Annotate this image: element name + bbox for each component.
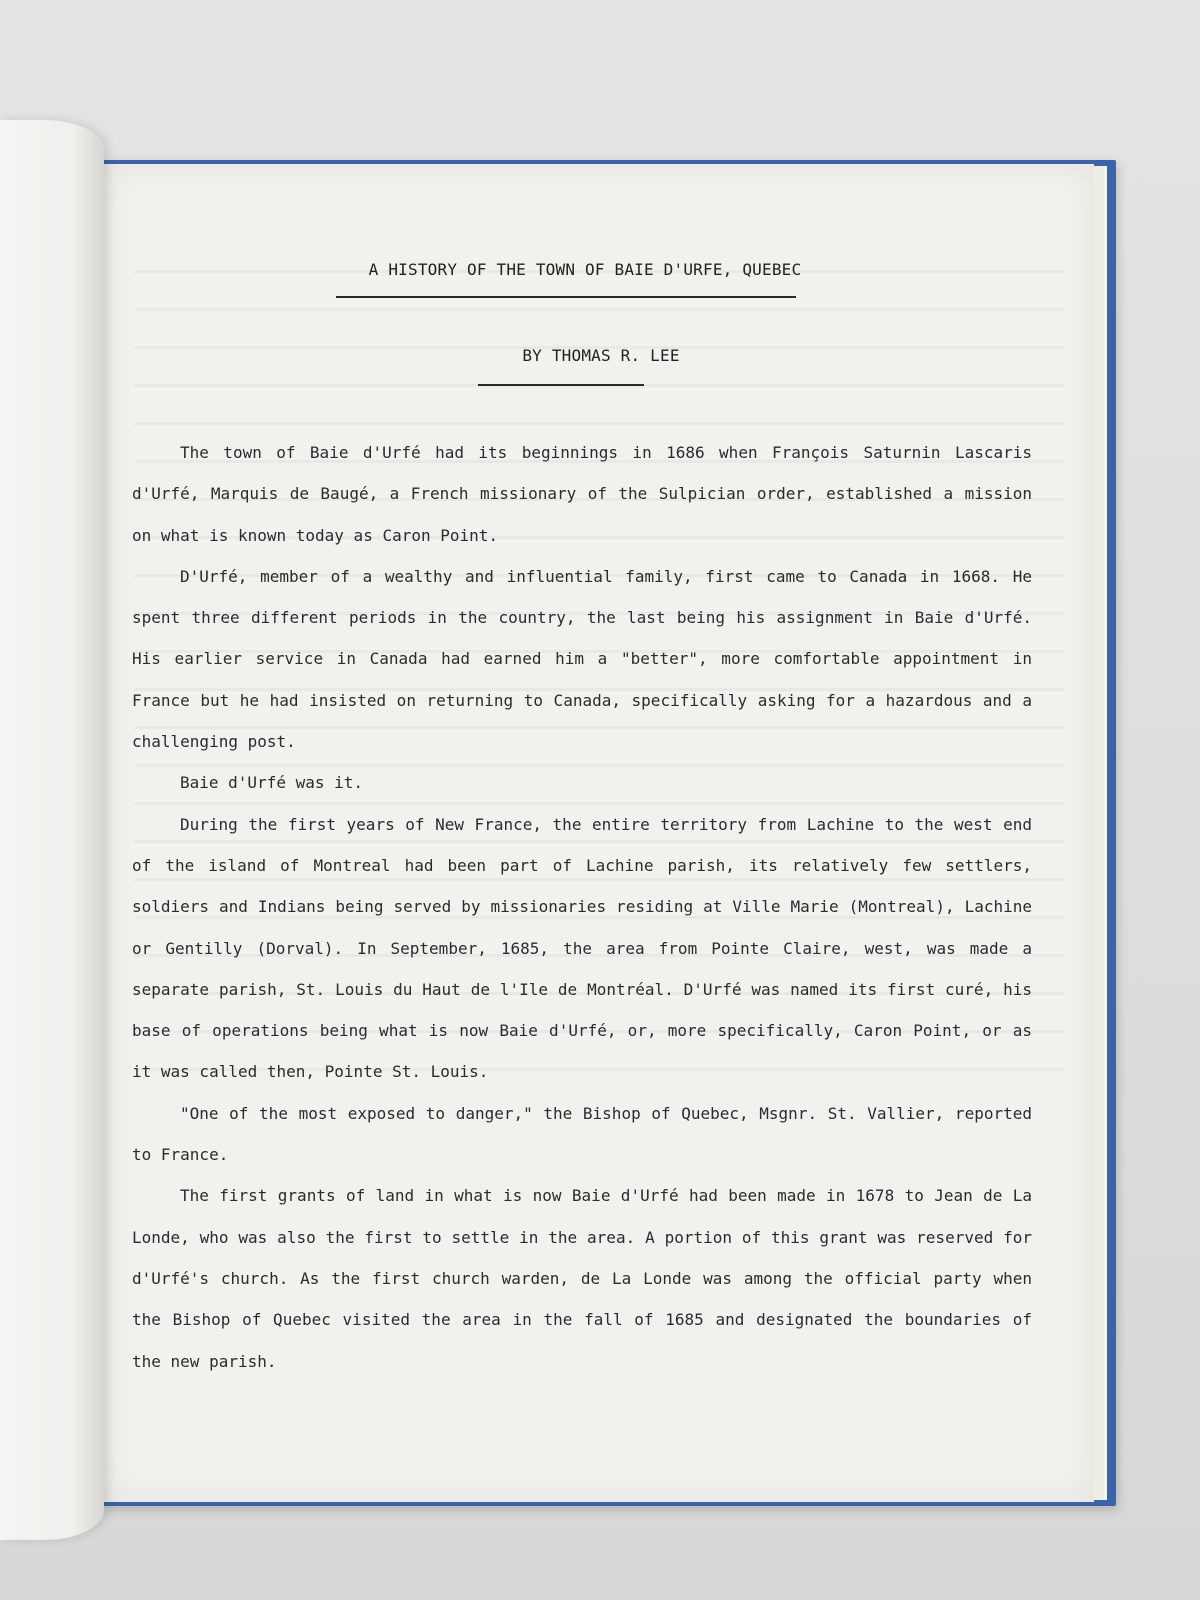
paragraph: During the first years of New France, the entire territory from Lachine to the west end of the island of Montreal had been part of Lachine parish, its relatively few settlers, soldiers and Indians being served by missionaries residing at Ville Marie (Montreal), Lachine or Gentilly (Dorval). In September, 1685, the area from Pointe Claire, west, was made a separate parish, St. Louis du Haut de l'Ile de Montréal. D'Urfé was named its first curé, his base of operations being what is now Baie d'Urfé, or, more specifically, Caron Point, or as it was called then, Pointe St. Louis. [132,814,1032,1082]
paragraph: "One of the most exposed to danger," the Bishop of Quebec, Msgnr. St. Vallier, reported to France. [132,1103,1032,1165]
paragraph: The town of Baie d'Urfé had its beginnings in 1686 when François Saturnin Lascaris d'Urfé, Marquis de Baugé, a French missionary of the Sulpician order, established a mission on what is known today as Caron Point. [132,443,1032,545]
paragraph: The first grants of land in what is now Baie d'Urfé had been made in 1678 to Jean de La Londe, who was also the first to settle in the area. A portion of this grant was reserved for d'Urfé's church. As the first church warden, de La Londe was among the official party when the Bishop of Quebec visited the area in the fall of 1685 and designated the boundaries of the new parish. [132,1186,1032,1371]
paragraph: D'Urfé, member of a wealthy and influential family, first came to Canada in 1668. He spent three different periods in the country, the last being his assignment in Baie d'Urfé. His earlier service in Canada had earned him a "better", more comfortable appointment in France but he had insisted on returning to Canada, specifically asking for a hazardous and a challenging post. [132,566,1032,752]
byline-underline [478,384,644,386]
document-byline: BY THOMAS R. LEE [522,346,680,365]
typed-page [104,164,1094,1502]
left-page-curl [0,120,104,1540]
body-text [132,432,1032,1382]
title-underline [336,296,796,298]
paragraph: Baie d'Urfé was it. [180,773,364,793]
document-title: A HISTORY OF THE TOWN OF BAIE D'URFE, QUEBEC [368,260,802,279]
